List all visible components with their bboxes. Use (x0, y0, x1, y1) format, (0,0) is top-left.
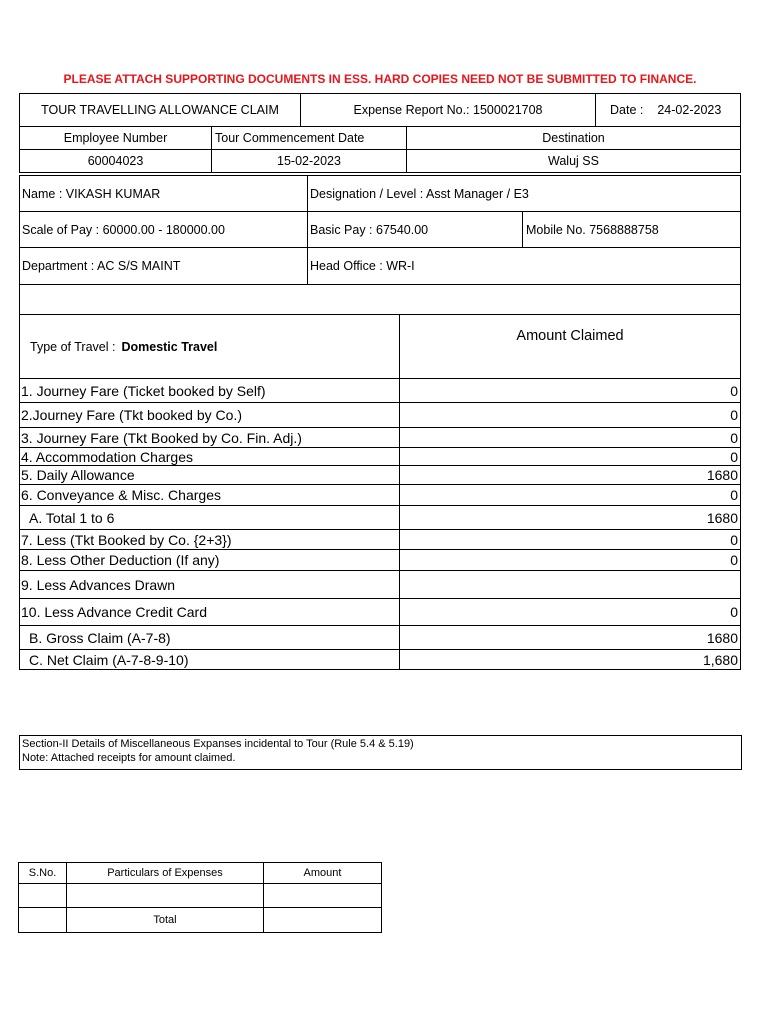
finance-notice: PLEASE ATTACH SUPPORTING DOCUMENTS IN ESS. HARD COPIES NEED NOT BE SUBMITTED TO FINANCE. (63, 72, 697, 86)
claim-row-amount: 0 (399, 378, 741, 403)
claim-row-label: 8. Less Other Deduction (If any) (19, 549, 400, 571)
claim-row-amount: 1680 (399, 465, 741, 485)
col-amount: Amount (263, 862, 382, 884)
section-two-note: Note: Attached receipts for amount claimed. (22, 752, 236, 764)
claim-row-amount (399, 570, 741, 599)
claim-row-amount: 0 (399, 484, 741, 506)
basic-pay: Basic Pay : 67540.00 (307, 211, 523, 248)
commencement-label: Tour Commencement Date (211, 126, 407, 150)
department: Department : AC S/S MAINT (19, 247, 308, 285)
destination-label: Destination (406, 126, 741, 150)
claim-row-label: 7. Less (Tkt Booked by Co. {2+3}) (19, 529, 400, 550)
amount-claimed-header: Amount Claimed (516, 328, 624, 344)
claim-row-label: 10. Less Advance Credit Card (19, 598, 400, 626)
date-label: Date : (610, 103, 644, 117)
claim-row-amount: 1,680 (399, 649, 741, 670)
claim-row-label: A. Total 1 to 6 (19, 505, 400, 530)
mobile-number: Mobile No. 7568888758 (522, 211, 741, 248)
claim-row-amount: 1680 (399, 625, 741, 650)
claim-row-amount: 1680 (399, 505, 741, 530)
designation: Designation / Level : Asst Manager / E3 (307, 175, 741, 212)
head-office: Head Office : WR-I (307, 247, 741, 285)
claim-row-label: 4. Accommodation Charges (19, 447, 400, 466)
claim-row-label: 2.Journey Fare (Tkt booked by Co.) (19, 402, 400, 428)
employee-number-label: Employee Number (19, 126, 212, 150)
expense-report-number: Expense Report No.: 1500021708 (300, 93, 596, 127)
type-of-travel-value: Domestic Travel (121, 339, 218, 354)
destination: Waluj SS (406, 149, 741, 173)
col-sno: S.No. (18, 862, 67, 884)
amount-claimed-header-cell (399, 314, 741, 379)
claim-row-label: 5. Daily Allowance (19, 465, 400, 485)
employee-number: 60004023 (19, 149, 212, 173)
commencement-date: 15-02-2023 (211, 149, 407, 173)
claim-row-label: C. Net Claim (A-7-8-9-10) (19, 649, 400, 670)
employee-name: Name : VIKASH KUMAR (19, 175, 308, 212)
type-of-travel-cell (19, 314, 400, 379)
claim-row-amount: 0 (399, 529, 741, 550)
claim-row-label: 1. Journey Fare (Ticket booked by Self) (19, 378, 400, 403)
total-amount (263, 907, 382, 933)
blank-row (19, 284, 741, 315)
expense-row-particulars (66, 883, 264, 908)
claim-row-label: B. Gross Claim (A-7-8) (19, 625, 400, 650)
date-value: 24-02-2023 (657, 103, 722, 117)
claim-row-label: 3. Journey Fare (Tkt Booked by Co. Fin. Adj.) (19, 427, 400, 448)
expense-row-amount (263, 883, 382, 908)
claim-row-label: 9. Less Advances Drawn (19, 570, 400, 599)
section-two-title: Section-II Details of Miscellaneous Expanses incidental to Tour (Rule 5.4 & 5.19) (22, 738, 414, 750)
total-row-sno (18, 907, 67, 933)
expense-row-sno (18, 883, 67, 908)
claim-row-label: 6. Conveyance & Misc. Charges (19, 484, 400, 506)
section-two-box (19, 735, 742, 770)
form-title: TOUR TRAVELLING ALLOWANCE CLAIM (19, 93, 301, 127)
claim-row-amount: 0 (399, 427, 741, 448)
total-label: Total (66, 907, 264, 933)
type-of-travel-label: Type of Travel : (30, 339, 116, 354)
claim-row-amount: 0 (399, 447, 741, 466)
scale-of-pay: Scale of Pay : 60000.00 - 180000.00 (19, 211, 308, 248)
claim-row-amount: 0 (399, 549, 741, 571)
date-cell (595, 93, 741, 127)
col-particulars: Particulars of Expenses (66, 862, 264, 884)
claim-row-amount: 0 (399, 402, 741, 428)
claim-row-amount: 0 (399, 598, 741, 626)
